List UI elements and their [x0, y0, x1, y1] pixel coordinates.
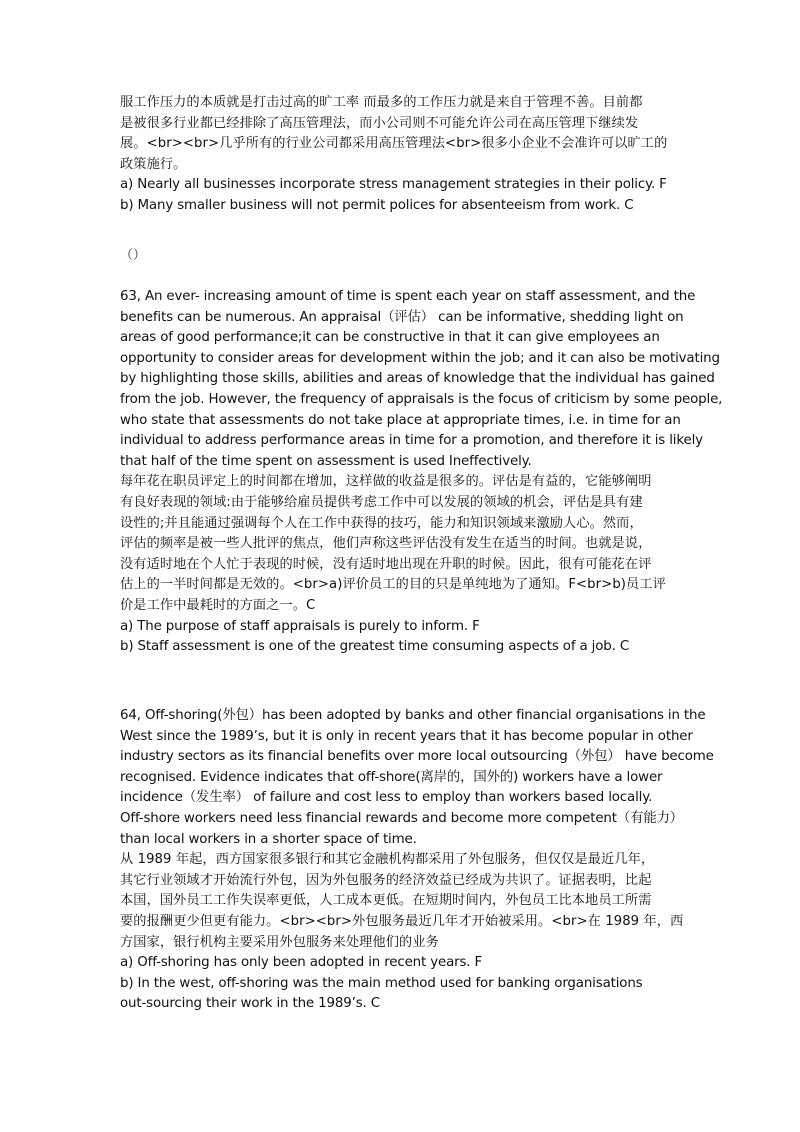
- intro-line: 展。<br><br>几乎所有的行业公司都采用高压管理法<br>很多小企业不会准许可以旷工的: [120, 136, 668, 152]
- intro-line: 是被很多行业都已经排除了高压管理法，而小公司则不可能允许公司在高压管理下继续发: [120, 115, 639, 131]
- q63-line: opportunity to consider areas for development within the job; and it can also be motivating: [120, 350, 720, 366]
- q64-statement-a: a) Off-shoring has only been adopted in recent years. F: [120, 955, 483, 971]
- q64-line: Off-shore workers need less financial rewards and become more competent（有能力）: [120, 810, 684, 826]
- q64-translation-line: 要的报酬更少但更有能力。<br><br>外包服务最近几年才开始被采用。<br>在 1989 年，西: [120, 913, 684, 929]
- q63-line: 63, An ever- increasing amount of time is spent each year on staff assessment, and the: [120, 289, 696, 304]
- q63-line: who state that assessments do not take place at appropriate times, i.e. in time for an: [120, 412, 681, 428]
- q63-line: from the job. However, the frequency of appraisals is the focus of criticism by some people,: [120, 391, 723, 407]
- q63-translation-line: 设性的;并且能通过强调每个人在工作中获得的技巧，能力和知识领域来激励人心。然而，: [120, 515, 643, 531]
- q63-translation-line: 有良好表现的领域:由于能够给雇员提供考虑工作中可以发展的领域的机会，评估是具有建: [120, 494, 643, 510]
- q64-line: incidence（发生率） of failure and cost less to employ than workers based locally.: [120, 790, 653, 806]
- q63-line: individual to address performance areas in time for a promotion, and therefore it is likely: [120, 433, 703, 449]
- q63-line: by highlighting those skills, abilities and areas of knowledge that the individual has gained: [120, 371, 715, 387]
- intro-statement-a: a) Nearly all businesses incorporate stress management strategies in their policy. F: [120, 177, 667, 193]
- q64-line: industry sectors as its financial benefits over more local outsourcing（外包） have become: [120, 749, 714, 765]
- q63-statement-b: b) Staff assessment is one of the greatest time consuming aspects of a job. C: [120, 639, 630, 655]
- intro-section: [120, 93, 690, 217]
- intro-line: 服工作压力的本质就是打击过高的旷工率 而最多的工作压力就是来自于管理不善。目前都: [120, 95, 643, 110]
- q63-translation-line: 估上的一半时间都是无效的。<br>a)评价员工的目的只是单纯地为了通知。F<br>b)员工评: [120, 577, 666, 593]
- question-64: [120, 706, 714, 1015]
- q64-statement-b-continued: out-sourcing their work in the 1989’s. C: [120, 996, 380, 1012]
- q64-translation-line: 其它行业领域才开始流行外包，因为外包服务的经济效益已经成为共识了。证据表明，比起: [120, 872, 652, 888]
- q63-line: that half of the time spent on assessment is used Ineffectively.: [120, 453, 532, 469]
- q64-translation-line: 方国家，银行机构主要采用外包服务来处理他们的业务: [120, 934, 439, 950]
- q63-translation-line: 评估的频率是被一些人批评的焦点，他们声称这些评估没有发生在适当的时间。也就是说，: [120, 536, 652, 552]
- q63-line: areas of good performance;it can be constructive in that it can give employees an: [120, 330, 660, 346]
- intro-line: 政策施行。: [120, 156, 187, 172]
- q63-translation-line: 没有适时地在个人忙于表现的时候，没有适时地出现在升职的时候。因此，很有可能花在评: [120, 556, 652, 572]
- q63-translation-line: 价是工作中最耗时的方面之一。C: [120, 597, 316, 613]
- blank-parentheses: （）: [120, 248, 146, 263]
- q64-line: than local workers in a shorter space of time.: [120, 831, 417, 847]
- intro-statement-b: b) Many smaller business will not permit polices for absenteeism from work. C: [120, 197, 634, 213]
- q64-line: West since the 1989’s, but it is only in recent years that it has become popular in other: [120, 728, 693, 744]
- q64-translation-line: 从 1989 年起，西方国家很多银行和其它金融机构都采用了外包服务，但仅仅是最近几年，: [120, 852, 655, 868]
- q64-statement-b: b) In the west, off-shoring was the main method used for banking organisations: [120, 975, 643, 991]
- q64-line: 64, Off-shoring(外包）has been adopted by banks and other financial organisations in the: [120, 708, 706, 723]
- q64-translation-line: 本国，国外员工工作失误率更低，人工成本更低。在短期时间内，外包员工比本地员工所需: [120, 893, 652, 909]
- blank-answer: [120, 246, 690, 267]
- q64-line: recognised. Evidence indicates that off-shore(离岸的，国外的) workers have a lower: [120, 769, 663, 785]
- question-63: [120, 287, 723, 658]
- q63-statement-a: a) The purpose of staff appraisals is purely to inform. F: [120, 618, 480, 634]
- q63-line: benefits can be numerous. An appraisal（评估） can be informative, shedding light on: [120, 309, 684, 325]
- q63-translation-line: 每年花在职员评定上的时间都在增加，这样做的收益是很多的。评估是有益的，它能够阐明: [120, 474, 652, 490]
